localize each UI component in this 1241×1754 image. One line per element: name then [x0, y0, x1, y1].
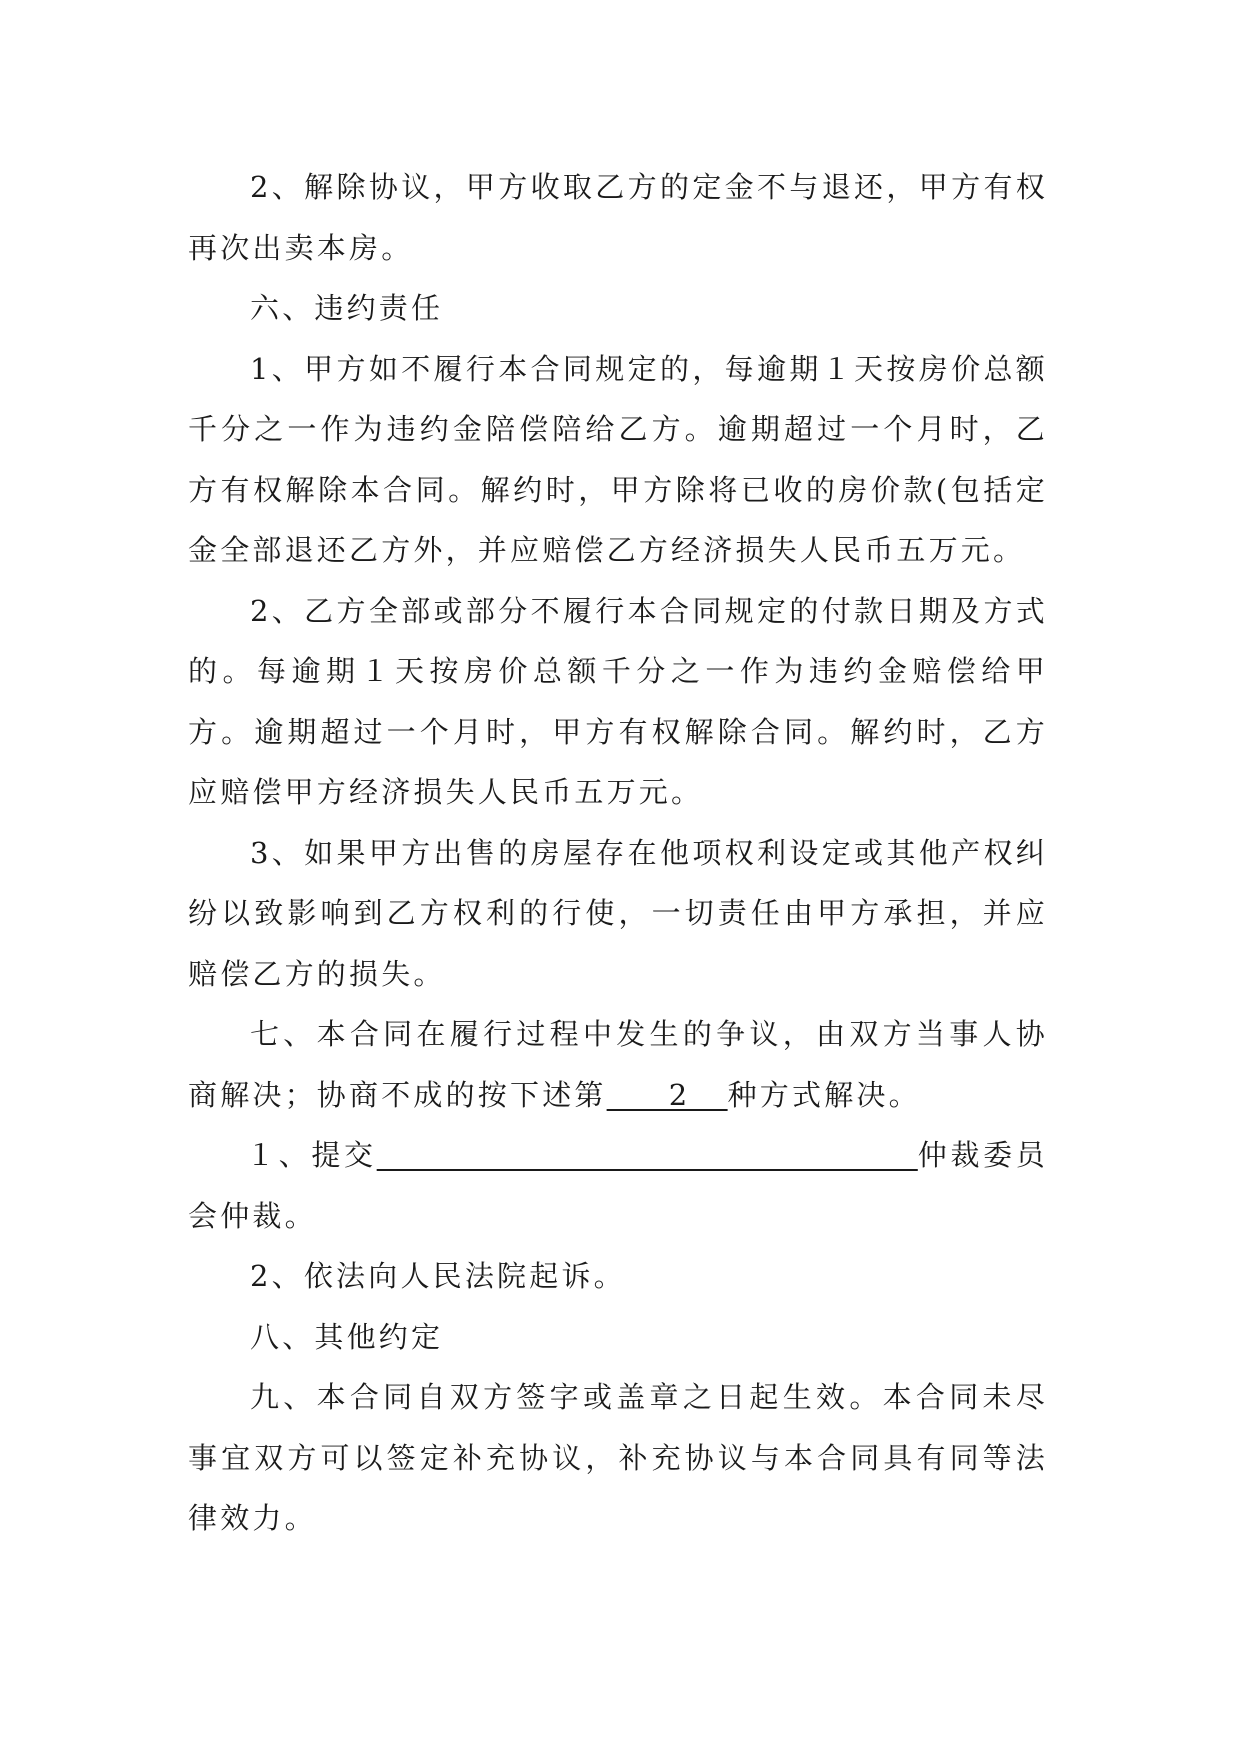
arbitration-committee-blank	[377, 1138, 918, 1172]
clause-arbitration	[188, 1125, 1048, 1246]
arbitration-text-after: 仲裁委员会仲裁。	[188, 1138, 1048, 1233]
dispute-text-before: 七、本合同在履行过程中发生的争议，由双方当事人协商解决；协商不成的按下述第	[188, 1017, 1048, 1112]
clause-seller-breach: 1、甲方如不履行本合同规定的，每逾期１天按房价总额千分之一作为违约金陪偿陪给乙方。逾期超过一个月时，乙方有权解除本合同。解约时，甲方除将已收的房价款(包括定金全部退还乙方外，并应赔偿乙方经济损失人民币五万元。	[188, 351, 1048, 567]
clause-rescission: 2、解除协议，甲方收取乙方的定金不与退还，甲方有权再次出卖本房。	[188, 170, 1048, 265]
clause-dispute-resolution	[188, 1004, 1048, 1125]
clause-buyer-breach: 2、乙方全部或部分不履行本合同规定的付款日期及方式的。每逾期１天按房价总额千分之一作为违约金赔偿给甲方。逾期超过一个月时，甲方有权解除合同。解约时，乙方应赔偿甲方经济损失人民币五万元。	[188, 593, 1048, 809]
arbitration-text-before: １、提交	[246, 1138, 377, 1172]
clause-litigation: 2、依法向人民法院起诉。	[250, 1259, 626, 1293]
section-heading-breach-liability: 六、违约责任	[250, 291, 444, 325]
clause-effectiveness: 九、本合同自双方签字或盖章之日起生效。本合同未尽事宜双方可以签定补充协议，补充协议与本合同具有同等法律效力。	[188, 1380, 1048, 1535]
dispute-text-after: 种方式解决。	[727, 1077, 921, 1112]
clause-property-rights-dispute: 3、如果甲方出售的房屋存在他项权利设定或其他产权纠纷以致影响到乙方权利的行使，一切责任由甲方承担，并应赔偿乙方的损失。	[188, 835, 1048, 991]
contract-body	[188, 157, 1048, 1549]
dispute-method-blank: 2	[606, 1077, 728, 1112]
section-heading-other-agreements: 八、其他约定	[250, 1319, 444, 1354]
